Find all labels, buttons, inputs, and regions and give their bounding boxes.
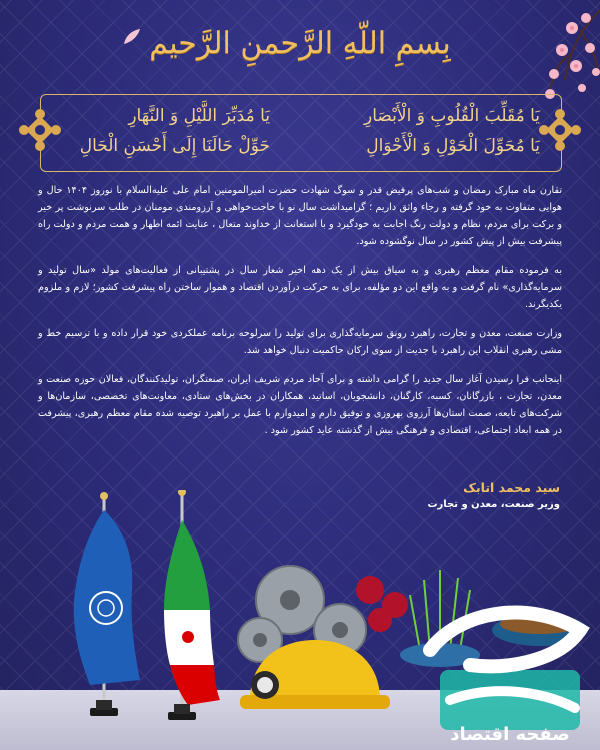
bismillah-calligraphy: بِسمِ اللّهِ الرَّحمنِ الرَّحیم — [149, 26, 451, 61]
paragraph-4: اینجانب فرا رسیدن آغاز سال جدید را گرامی داشته و برای آحاد مردم شریف ایران، صنعتگران، تولیدکنندگان، فعالان حوزه صنعت و معدن، تجارت ، بازرگانان، کسبه، کارگنان، دانشجویان، اساتید، همکاران در بخش‌های ستادی، معاونت‌های تخصصی، سازمان‌ها و شرکت‌های تابعه، صمت استان‌ها آرزوی بهروزی و توفیق دارم و امیدوارم با عمل بر راهبرد توصیه شده مقام معظم رهبری، پیشرفت در همه ابعاد اجتماعی، اقتصادی و فرهنگی بیش از گذشته عاید کشور شود . — [38, 374, 562, 436]
ornament-left-icon — [18, 108, 62, 152]
ministry-flag-icon — [74, 492, 140, 716]
dua-left-line-2: حَوِّلْ حَالَنَا إِلَی أَحْسَنِ الْحَالِ — [79, 136, 270, 156]
signature-block — [300, 480, 560, 510]
signer-name: سید محمد اتابک — [463, 480, 560, 495]
dua-right-line-2: یَا مُحَوِّلَ الْحَوْلِ وَ الْأَحْوَالِ — [366, 136, 540, 156]
sfhe-eghtesad-logo-icon — [410, 590, 600, 750]
paragraph-2: به فرموده مقام معظم رهبری و به سیاق بیش از یک دهه اخیر شعار سال در پشتیبانی از فعالیت‌های مولد «سال تولید و سرمایه‌گذاری» نام گرفت و به واقع این دو مؤلفه، برای به حرکت درآوردن اقتصاد و هموار ساختن راه پیشرفت کشور؛ لازم و ملزوم یکدیگرند. — [38, 265, 562, 310]
dua-right-line-1: یَا مُقَلِّبَ الْقُلُوبِ وَ الْأَبْصَارِ — [364, 106, 540, 126]
signer-title: وزیر صنعت، معدن و تجارت — [427, 499, 560, 510]
dua-left-line-1: یَا مُدَبِّرَ اللَّیْلِ وَ النَّهَارِ — [128, 106, 270, 126]
industry-illustration — [220, 560, 420, 730]
ornament-right-icon — [538, 108, 582, 152]
iran-flag-icon — [164, 490, 220, 720]
message-body — [38, 182, 562, 451]
watermark-text: صفحه اقتصاد — [450, 724, 570, 745]
paragraph-3: وزارت صنعت، معدن و تجارت، راهبرد رونق سرمایه‌گذاری برای تولید را سرلوحه برنامه عملکردی خود قرار داده و با ترسیم خط و مشی رهبری انقلاب این راهبرد با جدیت از سوی ارکان حاکمیت دنبال خواهد شد. — [38, 328, 562, 356]
flags-illustration — [60, 490, 230, 730]
paragraph-1: تقارن ماه مبارک رمضان و شب‌های پرفیض قدر و سوگ شهادت حضرت امیرالمومنین امام علی علیه‌السلام با نوروز ۱۴۰۴ حال و هوایی متفاوت به خود گرفته و رجاء واثق داریم ؛ گرامیداشت سال نو با حاجت‌خواهی و آرزومندی مومنان در طلب سرنوشت پر خیر و برکت برای مردم، نظام و دولت رنگ اجابت به خودگیرد و با استعانت از خداوند متعال ، عنایت ائمه اطهار و همت مردم و دولت راه پیشرفت بیش از پیش کشور در سال نوگشوده شود. — [38, 185, 563, 247]
